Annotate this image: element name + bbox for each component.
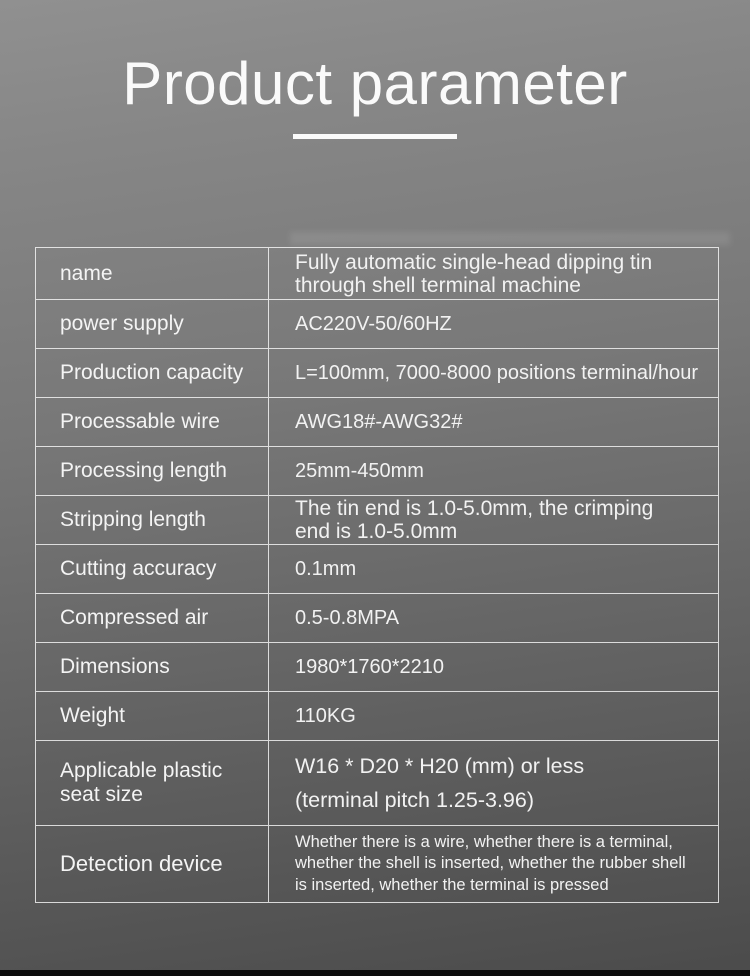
value-line: Fully automatic single-head dipping tin [295, 250, 653, 274]
value-line: (terminal pitch 1.25-3.96) [295, 788, 534, 812]
table-row-stripping-length [36, 495, 718, 544]
bottom-bar [0, 970, 750, 976]
row-value [269, 692, 718, 740]
row-value [269, 300, 718, 348]
table-row-power-supply [36, 299, 718, 348]
page-header [0, 50, 750, 118]
table-row-detection-device [36, 825, 718, 902]
row-value [269, 248, 718, 299]
row-label: name [36, 248, 269, 299]
value-line: 0.5-0.8MPA [295, 606, 400, 629]
row-label: Processing length [36, 447, 269, 495]
table-row-weight [36, 691, 718, 740]
row-value [269, 826, 718, 902]
value-line: 110KG [295, 704, 356, 727]
value-line: whether the shell is inserted, whether the rubber shell [295, 854, 686, 873]
table-row-name [36, 248, 718, 299]
row-label: power supply [36, 300, 269, 348]
table-row-dimensions [36, 642, 718, 691]
value-line: AWG18#-AWG32# [295, 410, 463, 433]
row-value [269, 496, 718, 544]
value-line: 0.1mm [295, 557, 357, 580]
row-label: Production capacity [36, 349, 269, 397]
value-line: 1980*1760*2210 [295, 655, 445, 678]
value-line: is inserted, whether the terminal is pressed [295, 875, 609, 894]
row-value [269, 447, 718, 495]
row-label: Compressed air [36, 594, 269, 642]
row-value [269, 594, 718, 642]
value-line: Whether there is a wire, whether there is a terminal, [295, 832, 673, 851]
row-value [269, 643, 718, 691]
value-line: AC220V-50/60HZ [295, 312, 452, 335]
value-line: W16 * D20 * H20 (mm) or less [295, 754, 585, 778]
row-label: Stripping length [36, 496, 269, 544]
value-line: L=100mm, 7000-8000 positions terminal/hour [295, 361, 699, 384]
row-value [269, 545, 718, 593]
value-line: The tin end is 1.0-5.0mm, the crimping [295, 497, 654, 520]
spec-table [35, 247, 719, 903]
title-underline [293, 134, 457, 139]
table-row-processable-wire [36, 397, 718, 446]
table-row-compressed-air [36, 593, 718, 642]
row-label: Dimensions [36, 643, 269, 691]
table-row-processing-length [36, 446, 718, 495]
photo-artifact [290, 232, 730, 245]
table-row-applicable-plastic-seat-size [36, 740, 718, 825]
value-line: end is 1.0-5.0mm [295, 520, 458, 543]
row-label: Detection device [36, 826, 269, 902]
page-title: Product parameter [122, 50, 628, 117]
row-label: Weight [36, 692, 269, 740]
row-label: Processable wire [36, 398, 269, 446]
row-value [269, 741, 718, 825]
row-value [269, 349, 718, 397]
row-label: Cutting accuracy [36, 545, 269, 593]
row-value [269, 398, 718, 446]
value-line: through shell terminal machine [295, 273, 581, 297]
row-label: Applicable plastic seat size [36, 741, 269, 825]
table-row-cutting-accuracy [36, 544, 718, 593]
table-row-production-capacity [36, 348, 718, 397]
value-line: 25mm-450mm [295, 459, 424, 482]
